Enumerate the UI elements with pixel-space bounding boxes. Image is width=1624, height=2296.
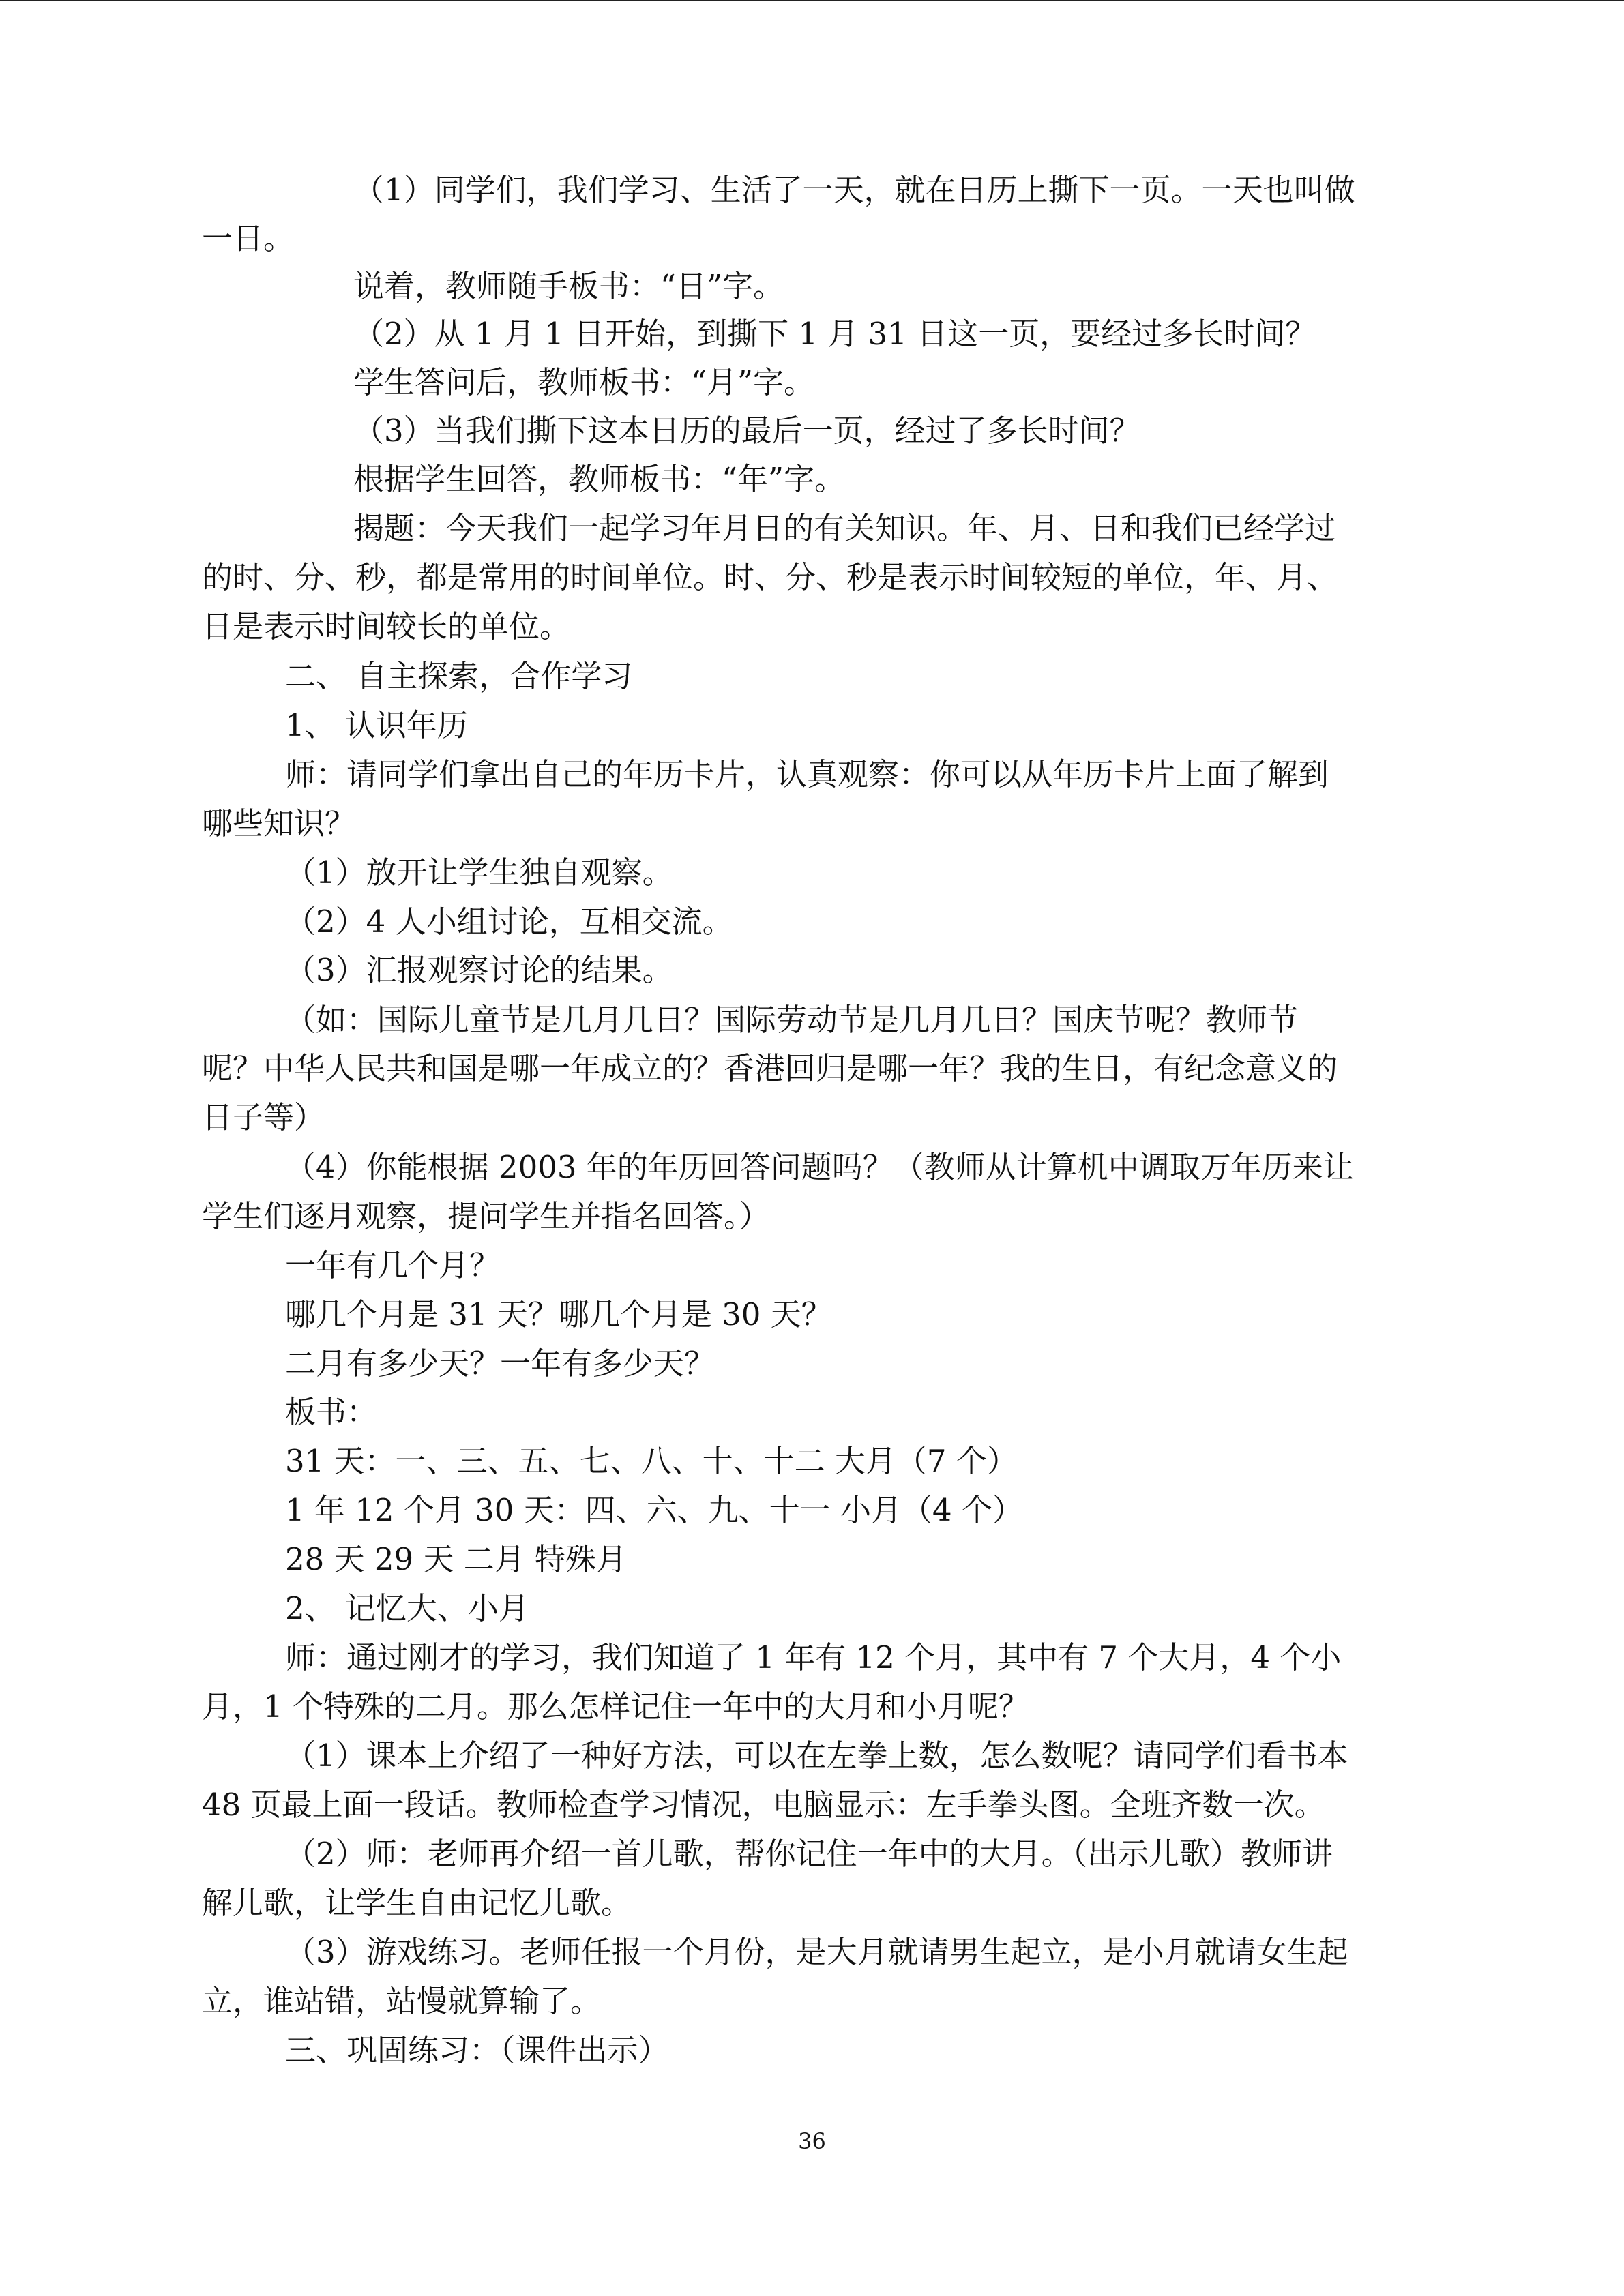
paragraph-line: 立，谁站错，站慢就算输了。 — [202, 1983, 602, 2019]
paragraph-line: （2）师：老师再介绍一首儿歌，帮你记住一年中的大月。（出示儿歌）教师讲 — [285, 1836, 1333, 1872]
subsection-heading: 2、 记忆大、小月 — [285, 1590, 529, 1626]
paragraph-line: （1）放开让学生独自观察。 — [285, 854, 673, 891]
paragraph-line: 学生答问后，教师板书：“月”字。 — [353, 364, 815, 400]
paragraph-line: （3）当我们撕下这本日历的最后一页，经过了多长时间？ — [353, 413, 1140, 449]
paragraph-line: 日子等） — [202, 1099, 325, 1135]
board-note-line: 28 天 29 天 二月 特殊月 — [285, 1541, 628, 1577]
paragraph-line: （3）汇报观察讨论的结果。 — [285, 952, 673, 988]
paragraph-line: 48 页最上面一段话。教师检查学习情况，电脑显示：左手拳头图。全班齐数一次。 — [202, 1787, 1325, 1823]
paragraph-line: 一年有几个月？ — [285, 1247, 501, 1283]
paragraph-line: 哪些知识？ — [202, 805, 356, 841]
paragraph-line: （1）课本上介绍了一种好方法，可以在左拳上数，怎么数呢？请同学们看书本 — [285, 1738, 1348, 1774]
paragraph-line: （1）同学们，我们学习、生活了一天，就在日历上撕下一页。一天也叫做 — [353, 172, 1355, 208]
paragraph-line: 一日。 — [202, 220, 295, 256]
subsection-heading: 1、 认识年历 — [285, 707, 468, 743]
paragraph-line: 板书： — [285, 1394, 378, 1430]
paragraph-line: 师：请同学们拿出自己的年历卡片，认真观察：你可以从年历卡片上面了解到 — [285, 756, 1329, 792]
page-number: 36 — [798, 2128, 826, 2154]
paragraph-line: 解儿歌，让学生自由记忆儿歌。 — [202, 1885, 632, 1921]
paragraph-line: 二月有多少天？一年有多少天？ — [285, 1345, 715, 1382]
paragraph-line: 的时、分、秒，都是常用的时间单位。时、分、秒是表示时间较短的单位，年、月、 — [202, 559, 1338, 595]
paragraph-line: 学生们逐月观察，提问学生并指名回答。） — [202, 1198, 770, 1234]
board-note-line: 31 天：一、三、五、七、八、十、十二 大月（7 个） — [285, 1443, 1018, 1479]
paragraph-line: 说着，教师随手板书：“日”字。 — [353, 268, 784, 304]
board-note-line: 1 年 12 个月 30 天：四、六、九、十一 小月（4 个） — [285, 1492, 1023, 1528]
paragraph-line: （3）游戏练习。老师任报一个月份，是大月就请男生起立，是小月就请女生起 — [285, 1934, 1348, 1970]
paragraph-line: 根据学生回答，教师板书：“年”字。 — [353, 461, 846, 497]
paragraph-line: 师：通过刚才的学习，我们知道了 1 年有 12 个月，其中有 7 个大月，4 个小 — [285, 1639, 1342, 1675]
paragraph-line: （如：国际儿童节是几月几日？国际劳动节是几月几日？国庆节呢？教师节 — [285, 1002, 1299, 1038]
paragraph-line: （2）从 1 月 1 日开始，到撕下 1 月 31 日这一页，要经过多长时间？ — [353, 316, 1316, 352]
paragraph-line: 呢？中华人民共和国是哪一年成立的？香港回归是哪一年？我的生日，有纪念意义的 — [202, 1050, 1338, 1086]
page-top-border — [0, 0, 1624, 1]
section-heading: 三、巩固练习：（课件出示） — [285, 2032, 669, 2068]
section-heading: 二、 自主探索，合作学习 — [285, 658, 633, 694]
paragraph-line: 揭题：今天我们一起学习年月日的有关知识。年、月、日和我们已经学过 — [353, 510, 1336, 546]
paragraph-line: （4）你能根据 2003 年的年历回答问题吗？（教师从计算机中调取万年历来让 — [285, 1149, 1354, 1185]
paragraph-line: （2）4 人小组讨论，互相交流。 — [285, 904, 733, 940]
paragraph-line: 哪几个月是 31 天？哪几个月是 30 天？ — [285, 1296, 832, 1332]
paragraph-line: 日是表示时间较长的单位。 — [202, 608, 571, 644]
paragraph-line: 月，1 个特殊的二月。那么怎样记住一年中的大月和小月呢？ — [202, 1688, 1029, 1725]
